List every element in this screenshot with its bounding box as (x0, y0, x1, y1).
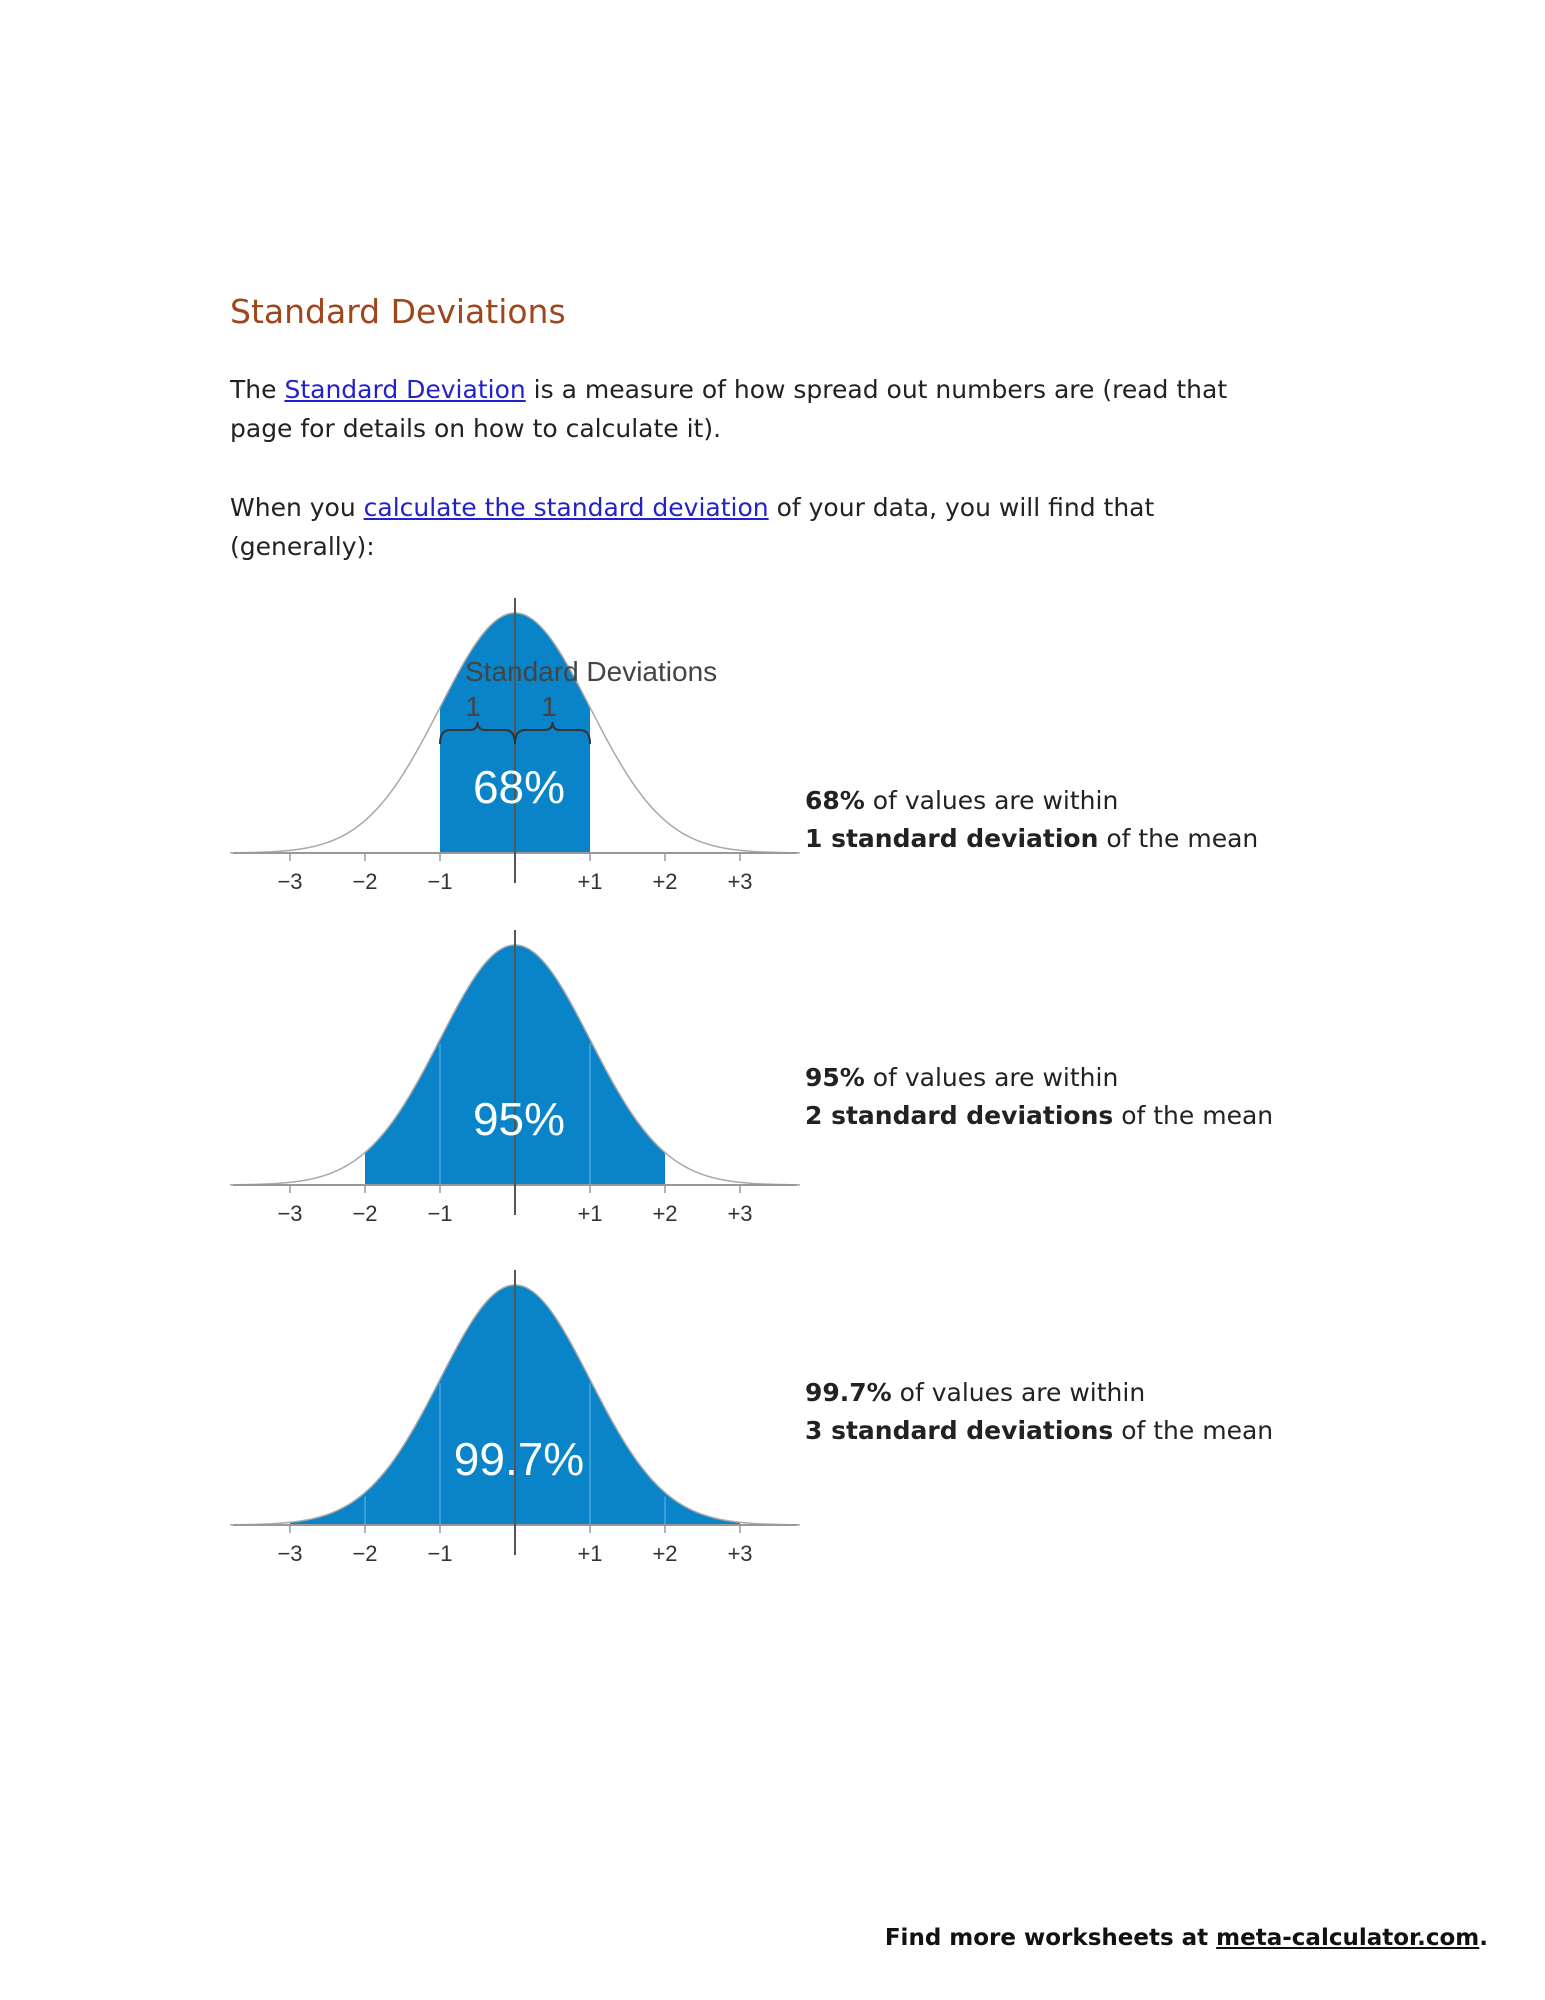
brace-label: 1 (465, 691, 481, 722)
tick-label: −3 (277, 1541, 303, 1566)
description-text: of the mean (1113, 1416, 1274, 1445)
description-bold: 2 standard deviations (805, 1101, 1114, 1130)
tick-label: +3 (727, 1541, 753, 1566)
tick-label: −3 (277, 869, 303, 894)
description-bold: 1 standard deviation (805, 824, 1099, 853)
intro-text-after: is a measure of how spread out numbers are (read that page for details on how to calculate it). (230, 375, 1228, 443)
tick-label: +2 (652, 869, 678, 894)
tick-label: +3 (727, 1201, 753, 1226)
percentage-label: 99.7% (453, 1433, 585, 1485)
tick-label: −1 (427, 869, 453, 894)
tick-label: +1 (577, 869, 603, 894)
intro2-text-before: When you (230, 493, 364, 522)
footer (885, 1925, 1488, 1951)
calculate-standard-deviation-link[interactable]: calculate the standard deviation (363, 493, 769, 522)
intro2-text-after: of your data, you will find that (generally): (230, 493, 1155, 561)
normal-curve-chart-1sd (225, 598, 805, 928)
standard-deviations-annotation: Standard Deviations (465, 656, 718, 687)
tick-label: +2 (652, 1541, 678, 1566)
footer-prefix: Find more worksheets at (884, 1925, 1217, 1951)
tick-label: +3 (727, 869, 753, 894)
description-text: of the mean (1098, 824, 1259, 853)
page-title: Standard Deviations (230, 292, 566, 331)
percentage-label: 95% (472, 1093, 566, 1145)
intro-paragraph-2 (230, 488, 1290, 566)
description-text: of the mean (1113, 1101, 1274, 1130)
tick-label: +2 (652, 1201, 678, 1226)
description-3sd (805, 1374, 1295, 1450)
description-bold: 3 standard deviations (805, 1416, 1114, 1445)
description-text: of values are within (864, 1063, 1119, 1092)
tick-label: −2 (352, 869, 378, 894)
description-text: of values are within (864, 786, 1119, 815)
tick-label: −3 (277, 1201, 303, 1226)
description-pct: 95% (805, 1063, 865, 1092)
footer-suffix: . (1479, 1925, 1488, 1951)
intro-paragraph (230, 370, 1290, 448)
tick-label: −2 (352, 1201, 378, 1226)
standard-deviation-link[interactable]: Standard Deviation (284, 375, 526, 404)
tick-label: −1 (427, 1541, 453, 1566)
description-pct: 68% (805, 786, 865, 815)
brace-label: 1 (541, 691, 557, 722)
percentage-label: 68% (472, 761, 566, 813)
normal-curve-chart-2sd (225, 930, 805, 1260)
description-2sd (805, 1059, 1295, 1135)
tick-label: +1 (577, 1541, 603, 1566)
tick-label: −2 (352, 1541, 378, 1566)
tick-label: +1 (577, 1201, 603, 1226)
description-1sd (805, 782, 1295, 858)
description-pct: 99.7% (805, 1378, 892, 1407)
normal-curve-chart-3sd (225, 1270, 805, 1600)
footer-link[interactable]: meta-calculator.com (1216, 1925, 1480, 1951)
description-text: of values are within (891, 1378, 1146, 1407)
tick-label: −1 (427, 1201, 453, 1226)
intro-text-before: The (230, 375, 285, 404)
